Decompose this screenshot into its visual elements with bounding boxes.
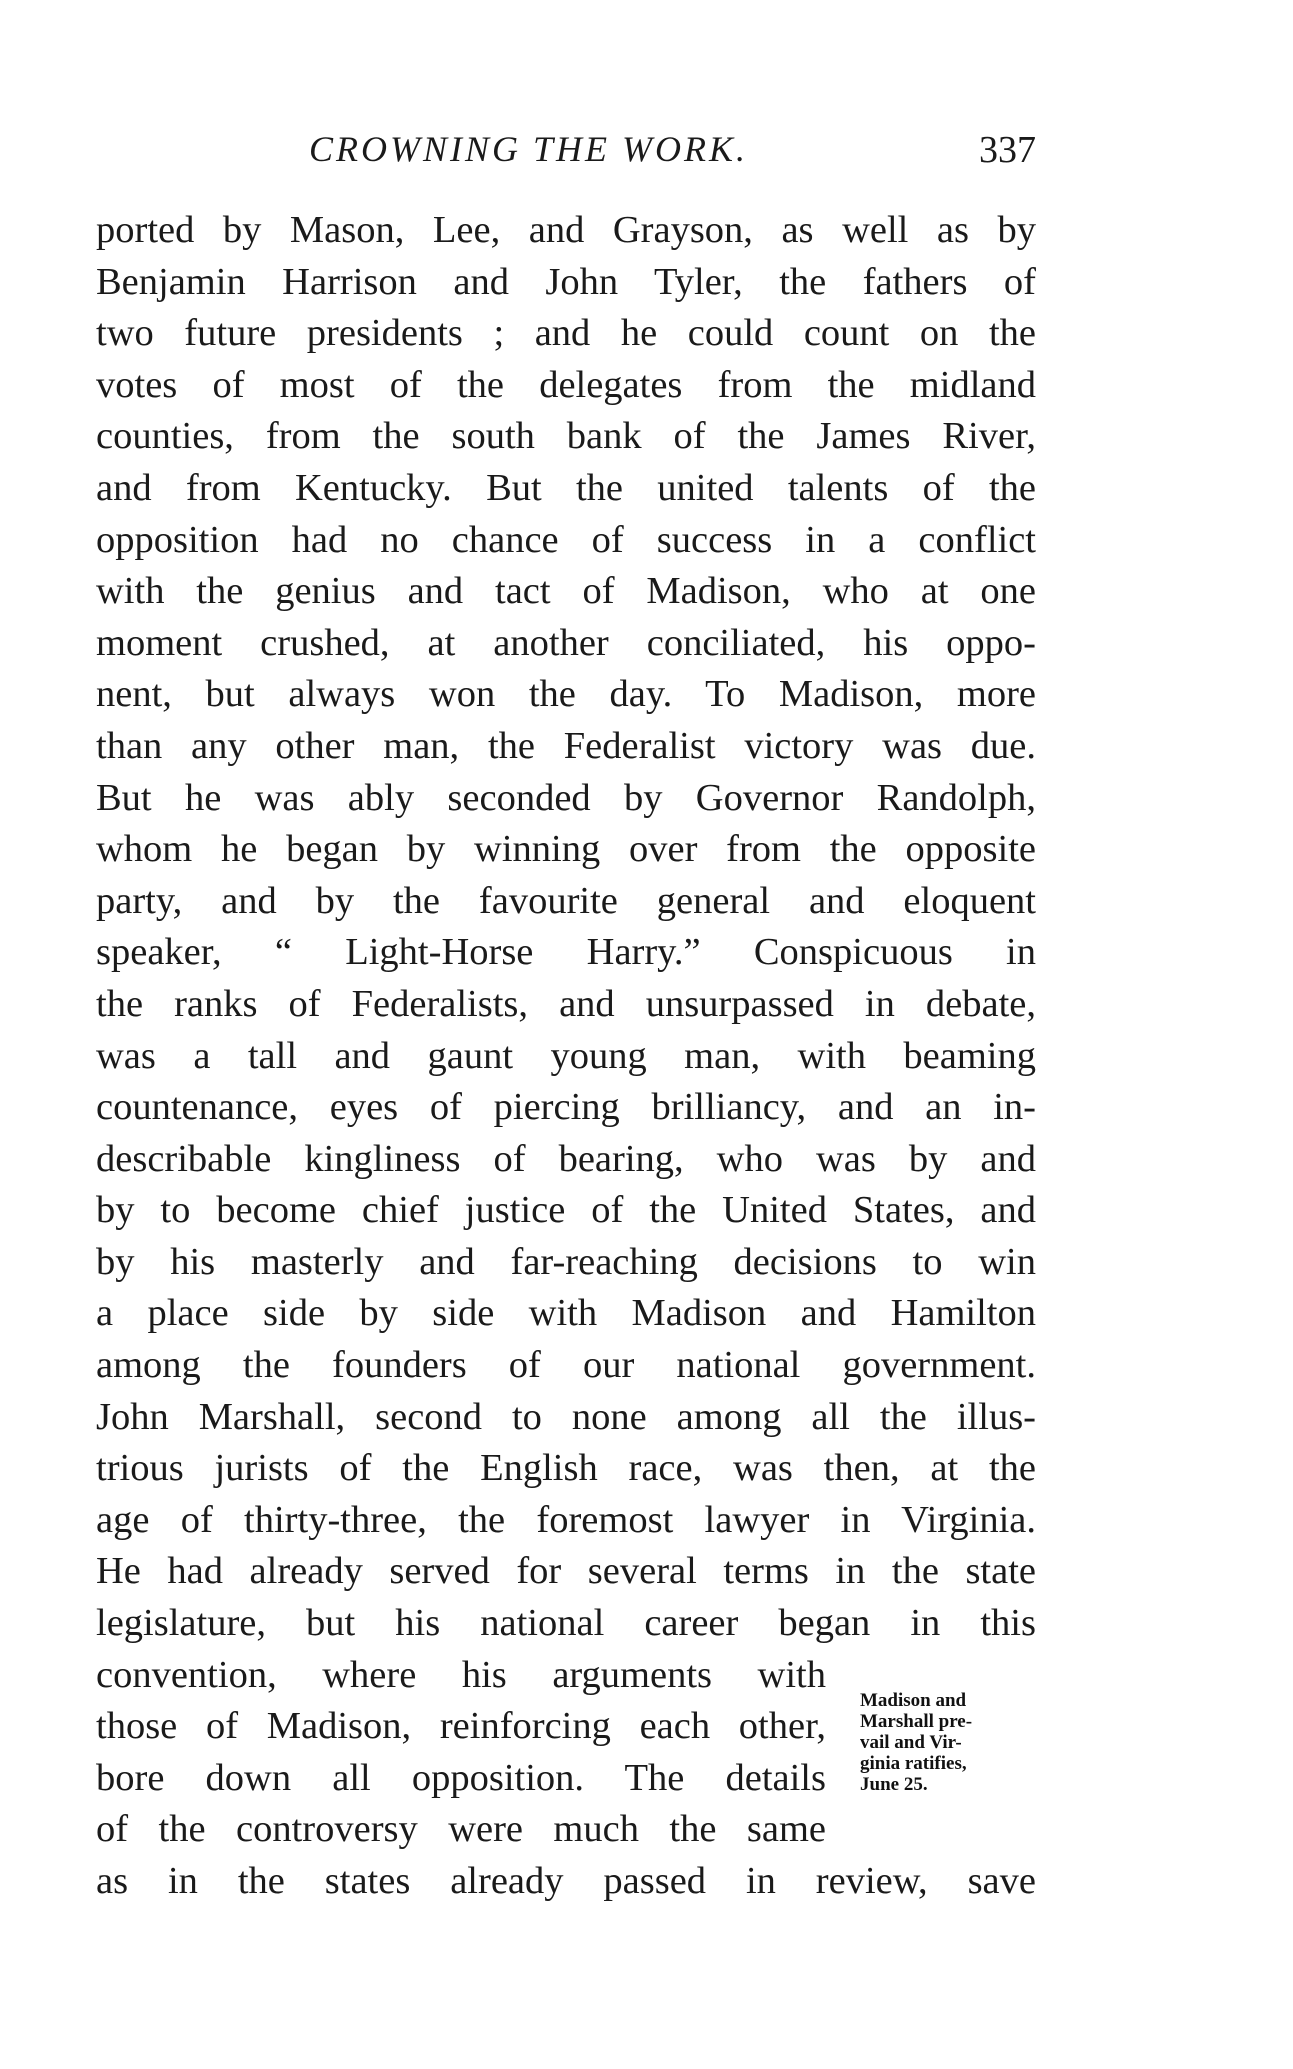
text-line: party, and by the favourite general and eloquent (96, 879, 1036, 922)
text-line: among the founders of our national government. (96, 1344, 1036, 1387)
text-line-narrow: of the controversy were much the same (96, 1808, 826, 1851)
margin-note (860, 1690, 1030, 1795)
text-line: trious jurists of the English race, was then, at the (96, 1447, 1036, 1490)
text-line: and from Kentucky. But the united talents of the (96, 466, 1036, 509)
page-number: 337 (979, 129, 1036, 171)
text-line: than any other man, the Federalist victory was due. (96, 724, 1036, 767)
text-line: describable kingliness of bearing, who was by and (96, 1137, 1036, 1180)
text-line-narrow: convention, where his arguments with (96, 1653, 826, 1696)
text-line: two future presidents ; and he could count on the (96, 312, 1036, 355)
text-line: counties, from the south bank of the James River, (96, 415, 1036, 458)
text-line: But he was ably seconded by Governor Randolph, (96, 776, 1036, 819)
margin-note-line: vail and Vir- (860, 1732, 962, 1753)
text-line: whom he began by winning over from the opposite (96, 828, 1036, 871)
text-line: was a tall and gaunt young man, with beaming (96, 1034, 1036, 1077)
margin-note-line: ginia ratifies, (860, 1753, 967, 1774)
page-header (96, 128, 1036, 188)
text-line: moment crushed, at another conciliated, his oppo- (96, 621, 1036, 664)
text-line: John Marshall, second to none among all the illus- (96, 1395, 1036, 1438)
body-text (96, 205, 1036, 1908)
margin-note-line: Marshall pre- (860, 1711, 973, 1732)
text-line: with the genius and tact of Madison, who at one (96, 570, 1036, 613)
text-line: opposition had no chance of success in a conflict (96, 518, 1036, 561)
text-line-narrow: bore down all opposition. The details (96, 1756, 826, 1799)
text-line-narrow: those of Madison, reinforcing each other, (96, 1705, 826, 1748)
text-line: votes of most of the delegates from the midland (96, 363, 1036, 406)
text-line: He had already served for several terms in the state (96, 1550, 1036, 1593)
margin-note-line: June 25. (860, 1774, 928, 1795)
text-line: nent, but always won the day. To Madison, more (96, 673, 1036, 716)
text-line: the ranks of Federalists, and unsurpassed in debate, (96, 982, 1036, 1025)
text-line: Benjamin Harrison and John Tyler, the fathers of (96, 260, 1036, 303)
text-line: legislature, but his national career began in this (96, 1602, 1036, 1645)
margin-note-line: Madison and (860, 1690, 967, 1711)
text-line: age of thirty-three, the foremost lawyer in Virginia. (96, 1498, 1036, 1541)
running-title: CROWNING THE WORK. (309, 129, 748, 169)
text-line: by his masterly and far-reaching decisions to win (96, 1240, 1036, 1283)
text-line-final: as in the states already passed in review, save (96, 1860, 1036, 1902)
text-line: countenance, eyes of piercing brilliancy, and an in- (96, 1086, 1036, 1129)
text-line: a place side by side with Madison and Hamilton (96, 1292, 1036, 1335)
text-line: by to become chief justice of the United States, and (96, 1189, 1036, 1232)
text-line: ported by Mason, Lee, and Grayson, as well as by (96, 209, 1036, 251)
text-line: speaker, “ Light-Horse Harry.” Conspicuous in (96, 931, 1036, 974)
